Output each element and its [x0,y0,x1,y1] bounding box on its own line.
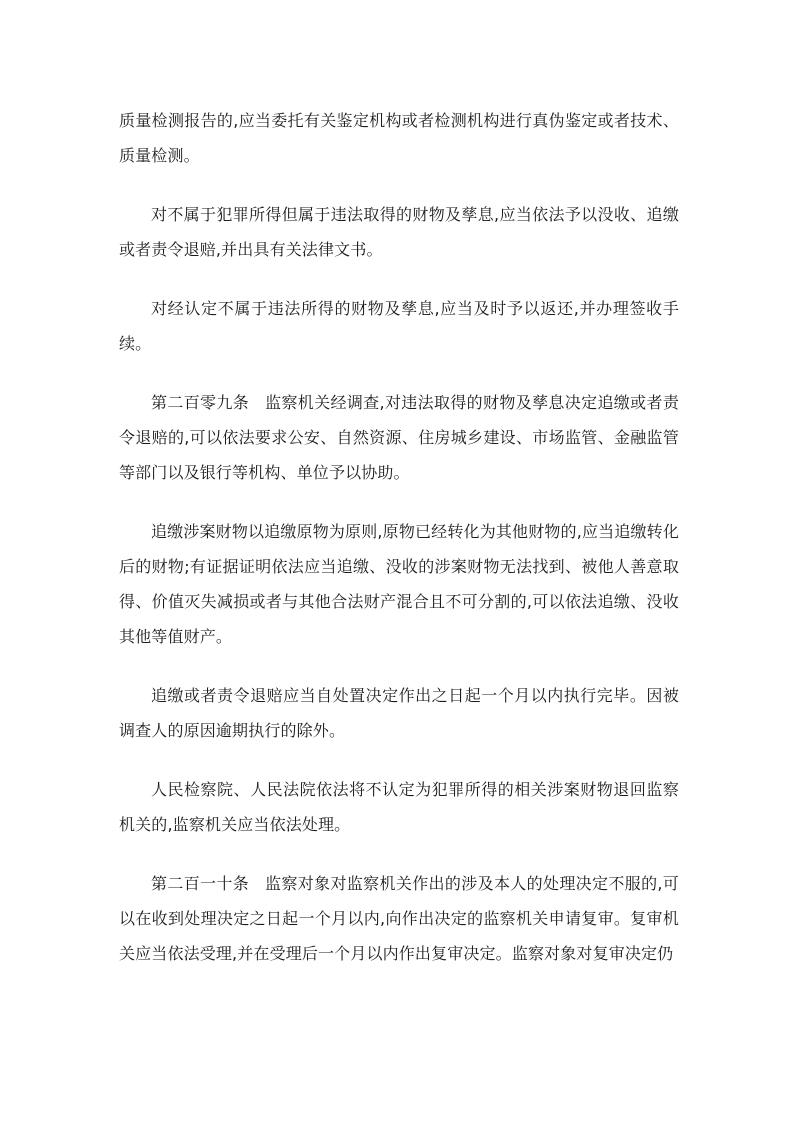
article-number: 第二百一十条 [151,874,250,893]
paragraph-text: 对经认定不属于违法所得的财物及孳息,应当及时予以返还,并办理签收手续。 [119,299,679,353]
paragraph-5 [119,514,679,654]
paragraph-7 [119,772,679,842]
article-210 [119,866,679,971]
paragraph-text: 监察对象对监察机关作出的涉及本人的处理决定不服的,可以在收到处理决定之日起一个月以内,向作出决定的监察机关申请复审。复审机关应当依法受理,并在受理后一个月以内作出复审决定。监察对象对复审决定仍 [119,874,679,963]
article-209 [119,385,679,490]
paragraph-text: 人民检察院、人民法院依法将不认定为犯罪所得的相关涉案财物退回监察机关的,监察机关应当依法处理。 [119,780,679,834]
paragraph-text: 监察机关经调查,对违法取得的财物及孳息决定追缴或者责令退赔的,可以依法要求公安、自然资源、住房城乡建设、市场监管、金融监管等部门以及银行等机构、单位予以协助。 [119,393,679,482]
paragraph-1 [119,103,679,173]
paragraph-text: 对不属于犯罪所得但属于违法取得的财物及孳息,应当依法予以没收、追缴或者责令退赔,并出具有关法律文书。 [119,205,679,259]
paragraph-text: 质量检测报告的,应当委托有关鉴定机构或者检测机构进行真伪鉴定或者技术、质量检测。 [119,111,679,165]
paragraph-3 [119,291,679,361]
article-number: 第二百零九条 [151,393,250,412]
paragraph-text: 追缴涉案财物以追缴原物为原则,原物已经转化为其他财物的,应当追缴转化后的财物;有证据证明依法应当追缴、没收的涉案财物无法找到、被他人善意取得、价值灭失减损或者与其他合法财产混合且不可分割的,可以依法追缴、没收其他等值财产。 [119,522,679,646]
paragraph-6 [119,678,679,748]
paragraph-2 [119,197,679,267]
paragraph-text: 追缴或者责令退赔应当自处置决定作出之日起一个月以内执行完毕。因被调查人的原因逾期执行的除外。 [119,686,679,740]
document-page [119,103,679,995]
